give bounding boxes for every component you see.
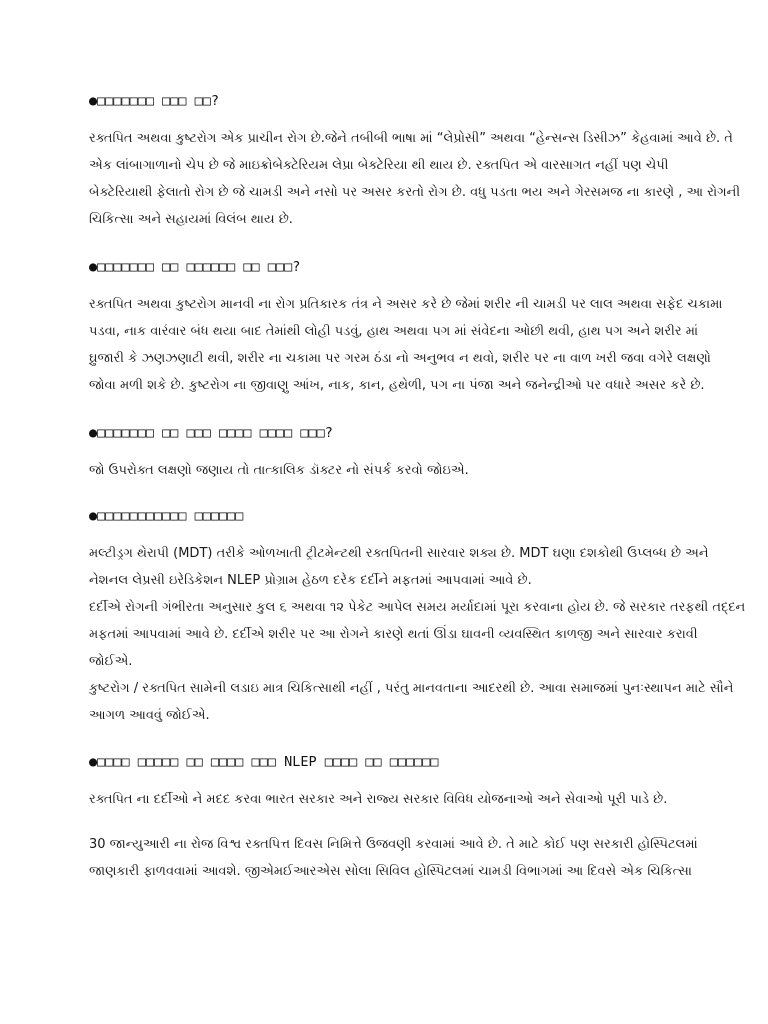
paragraph-line: પડવા, નાક વારંવાર બંધ થયા બાદ તેમાંથી લોહી પડવું, હાથ અથવા પગ માં સંવેદના ઓછી થવી, હાથ પગ અને શરીર માં — [89, 324, 699, 339]
paragraph-line: ઘ્રુજારી કે ઝણઝણાટી થવી, શરીર ના ચકામા પર ગરમ ઠંડા નો અનુભવ ન થવો, શરીર પર ના વાળ ખરી જવા વગેરે લક્ષણો — [89, 351, 711, 366]
section-heading-what-to-do: ●□□□□□□□ □□ □□□ □□□□ □□□□ □□□? — [89, 425, 333, 441]
paragraph-line: જોવા મળી શકે છે. કુષ્ટરોગ ના જીવાણુ આંખ, નાક, કાન, હથેળી, પગ ના પંજા અને જનેન્દ્રીઓ પર વધારે અસર કરે છે. — [89, 378, 705, 393]
paragraph-line: ચિકિત્સા અને સહાયમાં વિલંબ થાય છે. — [89, 212, 293, 227]
paragraph-line: રક્તપિત અથવા કુષ્ટરોગ એક પ્રાચીન રોગ છે.જેને તબીબી ભાષા માં “લેપ્રોસી” અથવા “હેન્સન્સ ડિસીઝ” કેહવામાં આવે છે. તે — [89, 131, 733, 146]
paragraph-line: મલ્ટીડ્રગ થેરાપી (MDT) તરીકે ઓળખાતી ટ્રીટમેન્ટથી રક્તપિતની સારવાર શક્ય છે. MDT ઘણા દશકોથી ઉપ્લબ્ધ છે અને — [89, 546, 709, 561]
section-heading-symptoms: ●□□□□□□□ □□ □□□□□□ □□ □□□? — [89, 259, 301, 275]
paragraph-line: કુષ્ટરોગ / રક્તપિત સામેની લડાઇ માત્ર ચિકિત્સાથી નહીં , પરંતુ માનવતાના આદરથી છે. આવા સમાજમાં પુનઃસ્થાપન માટે સૌને — [89, 681, 734, 696]
paragraph-line: રક્તપિત ના દર્દીઓ ને મદદ કરવા ભારત સરકાર અને રાજ્ય સરકાર વિવિધ યોજનાઓ અને સેવાઓ પૂરી પાડે છે. — [89, 792, 668, 807]
paragraph-definition — [89, 125, 741, 233]
paragraph-treatment — [89, 540, 746, 729]
paragraph-line: જાણકારી ફાળવવામાં આવશે. જીએમઈઆરએસ સોલા સિવિલ હોસ્પિટલમાં ચામડી વિભાગમાં આ દિવસે એક ચિકિત્સા — [89, 864, 692, 879]
paragraph-leprosy-day — [89, 831, 698, 885]
paragraph-line: આગળ આવવું જોઈએ. — [89, 708, 210, 723]
paragraph-contact-doctor — [89, 457, 669, 484]
paragraph-line: 30 જાન્યુઆરી ના રોજ વિશ્વ રક્તપિત્ત દિવસ નિમિત્તે ઉજવણી કરવામાં આવે છે. તે માટે કોઈ પણ સરકારી હોસ્પિટલમાં — [89, 837, 698, 852]
paragraph-line: જો ઉપરોક્ત લક્ષણો જણાય તો તાત્કાલિક ડૉક્ટર નો સંપર્ક કરવો જોઇએ. — [89, 463, 469, 478]
section-heading-nlep-schemes: ●□□□□ □□□□□ □□ □□□□ □□□ NLEP □□□□ □□ □□□□□□ — [89, 754, 439, 770]
paragraph-symptoms — [89, 291, 723, 399]
section-heading-what-is: ●□□□□□□□ □□□ □□? — [89, 93, 220, 109]
paragraph-line: દર્દીએ રોગની ગંભીરતા અનુસાર કુલ ૬ અથવા ૧૨ પેકેટ આપેલ સમય મર્યાદામાં પૂરા કરવાના હોય છે. જે સરકાર તરફથી તદ્દન — [89, 600, 746, 615]
section-heading-treatment: ●□□□□□□□□□□□ □□□□□□ — [89, 508, 244, 524]
paragraph-line: મફતમાં આપવામાં આવે છે. દર્દીએ શરીર પર આ રોગને કારણે થતાં ઊંડા ઘાવની વ્યવસ્થિત કાળજી અને સારવાર કરાવી — [89, 627, 698, 642]
paragraph-line: બેક્ટેરિયાથી ફેલાતો રોગ છે જે ચામડી અને નસો પર અસર કરતો રોગ છે. વધુ પડતા ભય અને ગેરસમજ ના કારણે , આ રોગની — [89, 185, 741, 200]
paragraph-line: રક્તપિત અથવા કુષ્ટરોગ માનવી ના રોગ પ્રતિકારક તંત્ર ને અસર કરે છે જેમાં શરીર ની ચામડી પર લાલ અથવા સફેદ ચકામા — [89, 297, 723, 312]
paragraph-line: એક લાંબાગાળાનો ચેપ છે જે માઇક્રોબેક્ટેરિયમ લેપ્રા બેક્ટેરિયા થી થાય છે. રક્તપિત એ વારસાગત નહીં પણ ચેપી — [89, 158, 669, 173]
paragraph-line: જોઈએ. — [89, 654, 133, 669]
paragraph-government-help — [89, 786, 669, 813]
paragraph-line: નેશનલ લેપ્રસી ઇરેડિકેશન NLEP પ્રોગ્રામ હેઠળ દરેક દર્દીને મફતમાં આપવામાં આવે છે. — [89, 573, 532, 588]
